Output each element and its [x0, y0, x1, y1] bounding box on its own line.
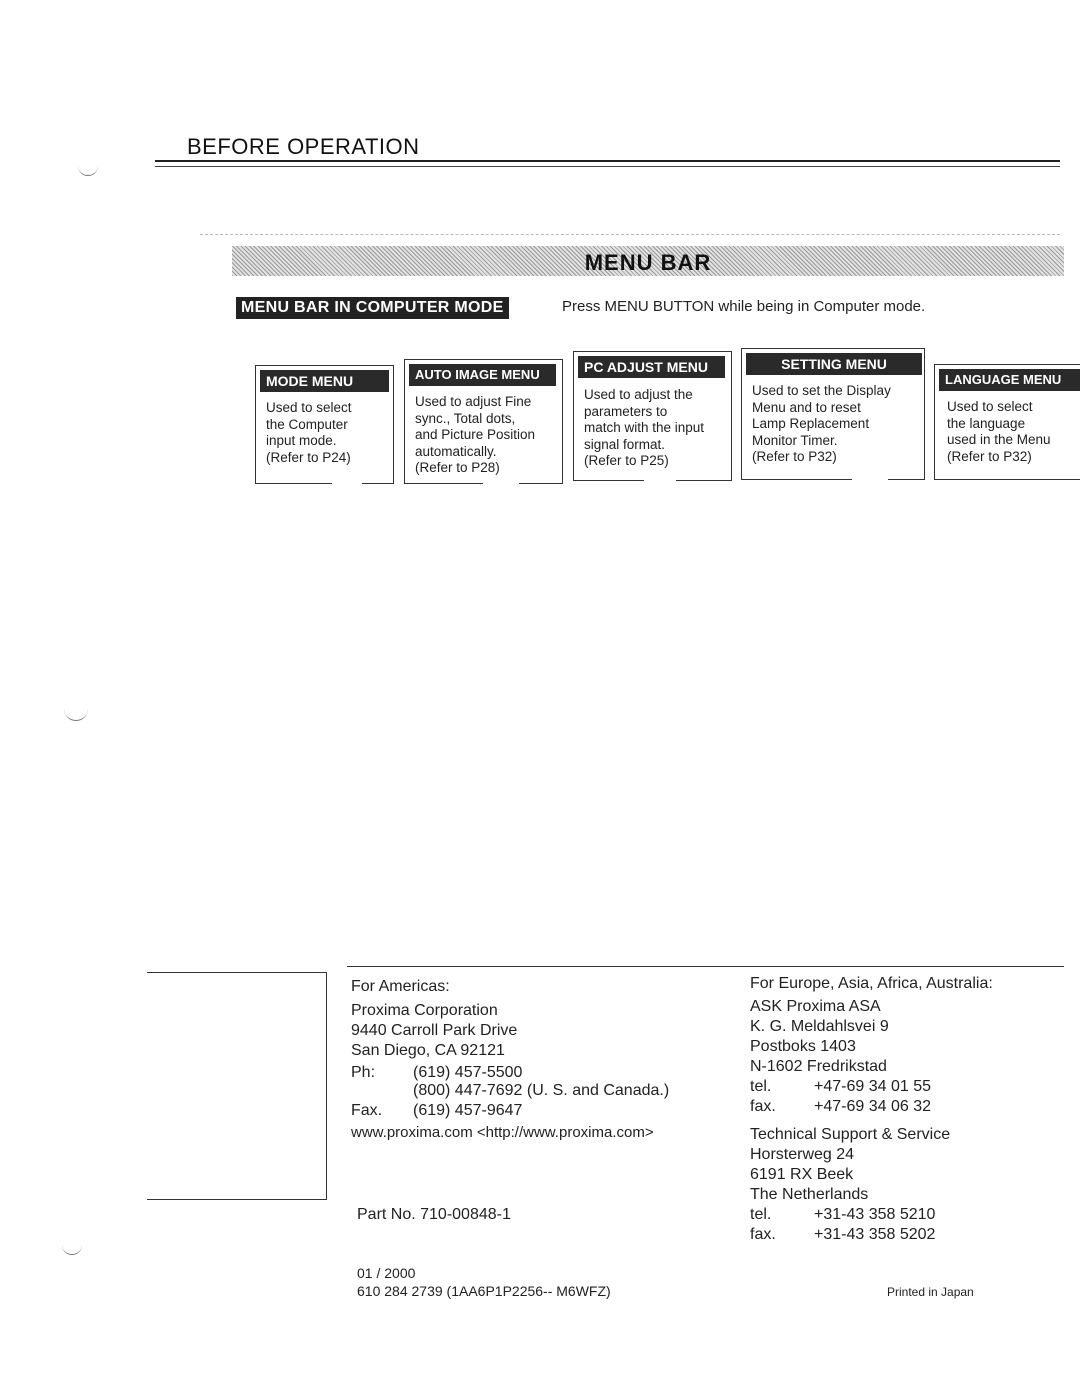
- support-tel: +31-43 358 5210: [814, 1206, 936, 1223]
- card-line: Used to set the Display: [752, 383, 891, 398]
- card-line: Monitor Timer.: [752, 432, 838, 448]
- card-line: (Refer to P28): [415, 460, 500, 475]
- card-line: signal format.: [584, 436, 666, 452]
- left-box-rule: [326, 972, 327, 1200]
- europe-tel: +47-69 34 01 55: [814, 1078, 931, 1095]
- card-line: (Refer to P32): [752, 449, 837, 464]
- support-fax: +31-43 358 5202: [814, 1226, 936, 1243]
- card-line: sync., Total dots,: [415, 410, 516, 426]
- left-box-rule: [147, 1199, 326, 1200]
- americas-fax: (619) 457-9647: [413, 1102, 523, 1119]
- europe-company: ASK Proxima ASA: [750, 998, 881, 1015]
- card-line: and Picture Position: [415, 427, 536, 442]
- americas-phone-1: (619) 457-5500: [413, 1064, 523, 1081]
- pc-adjust-menu-title: PC ADJUST MENU: [578, 356, 725, 378]
- americas-phone-label: Ph:: [351, 1064, 376, 1081]
- europe-city: N-1602 Fredrikstad: [750, 1058, 887, 1075]
- card-line: (Refer to P24): [266, 449, 351, 465]
- document-date: 01 / 2000: [357, 1265, 416, 1281]
- americas-fax-row: [351, 1101, 669, 1121]
- americas-heading: For Americas:: [351, 978, 450, 995]
- support-fax-label: fax.: [750, 1226, 776, 1243]
- americas-company: Proxima Corporation: [351, 1002, 498, 1019]
- pc-adjust-menu-card: [573, 351, 732, 481]
- europe-tel-label: tel.: [750, 1078, 772, 1095]
- card-line: Lamp Replacement: [752, 416, 870, 431]
- card-line: input mode.: [266, 433, 337, 448]
- card-line: parameters to: [584, 403, 668, 419]
- americas-phone-row: [351, 1063, 669, 1083]
- card-line: Used to adjust Fine: [415, 394, 532, 409]
- section-title: BEFORE OPERATION: [187, 134, 420, 159]
- europe-street: K. G. Meldahlsvei 9: [750, 1018, 889, 1035]
- menu-bar-title: MENU BAR: [584, 250, 712, 275]
- support-tel-row: [750, 1205, 993, 1225]
- card-line: the language: [947, 415, 1026, 431]
- language-menu-title: LANGUAGE MENU: [939, 369, 1080, 391]
- card-line: the Computer: [266, 416, 348, 432]
- document-code: 610 284 2739 (1AA6P1P2256-- M6WFZ): [357, 1283, 611, 1299]
- computer-mode-label: MENU BAR IN COMPUTER MODE: [236, 297, 509, 319]
- americas-fax-label: Fax.: [351, 1102, 383, 1119]
- title-rule: [155, 160, 1060, 162]
- auto-image-menu-card: [404, 359, 563, 484]
- support-fax-row: [750, 1225, 993, 1245]
- card-line: automatically.: [415, 443, 497, 459]
- europe-heading: For Europe, Asia, Africa, Australia:: [750, 975, 993, 992]
- language-menu-card: [934, 364, 1080, 480]
- support-country: The Netherlands: [750, 1186, 869, 1203]
- card-line: Used to select: [947, 399, 1033, 414]
- title-rule-secondary: [155, 166, 1060, 167]
- support-tel-label: tel.: [750, 1206, 772, 1223]
- card-line: Menu and to reset: [752, 399, 861, 415]
- card-line: (Refer to P25): [584, 453, 669, 468]
- europe-fax-label: fax.: [750, 1098, 776, 1115]
- americas-web: www.proxima.com <http://www.proxima.com>: [351, 1124, 654, 1141]
- mode-menu-title: MODE MENU: [260, 370, 389, 392]
- setting-menu-card: [741, 348, 925, 480]
- europe-postbox: Postboks 1403: [750, 1038, 856, 1055]
- setting-menu-title: SETTING MENU: [746, 353, 922, 375]
- americas-contact: [351, 977, 669, 1143]
- europe-fax: +47-69 34 06 32: [814, 1098, 931, 1115]
- card-line: match with the input: [584, 420, 705, 435]
- mode-menu-card: [255, 365, 394, 484]
- card-line: Used to select: [266, 400, 352, 415]
- part-number: Part No. 710-00848-1: [357, 1206, 511, 1223]
- footer-rule: [347, 966, 1064, 967]
- europe-contact: [750, 974, 993, 1245]
- computer-mode-instruction: Press MENU BUTTON while being in Computer mode.: [562, 298, 926, 315]
- americas-phone-row-2: [351, 1081, 669, 1101]
- americas-street: 9440 Carroll Park Drive: [351, 1022, 518, 1039]
- printed-in: Printed in Japan: [887, 1285, 974, 1299]
- card-line: (Refer to P32): [947, 448, 1032, 464]
- support-street: Horsterweg 24: [750, 1146, 855, 1163]
- support-heading: Technical Support & Service: [750, 1126, 951, 1143]
- americas-city: San Diego, CA 92121: [351, 1042, 505, 1059]
- support-city: 6191 RX Beek: [750, 1166, 854, 1183]
- menu-bar-banner: [232, 246, 1064, 276]
- americas-phone-2: (800) 447-7692 (U. S. and Canada.): [413, 1082, 670, 1099]
- left-box-rule: [147, 972, 326, 973]
- europe-fax-row: [750, 1097, 993, 1117]
- faint-divider: [200, 234, 1060, 235]
- card-line: Used to adjust the: [584, 387, 693, 402]
- europe-tel-row: [750, 1077, 993, 1097]
- card-line: used in the Menu: [947, 432, 1051, 447]
- auto-image-menu-title: AUTO IMAGE MENU: [409, 364, 556, 386]
